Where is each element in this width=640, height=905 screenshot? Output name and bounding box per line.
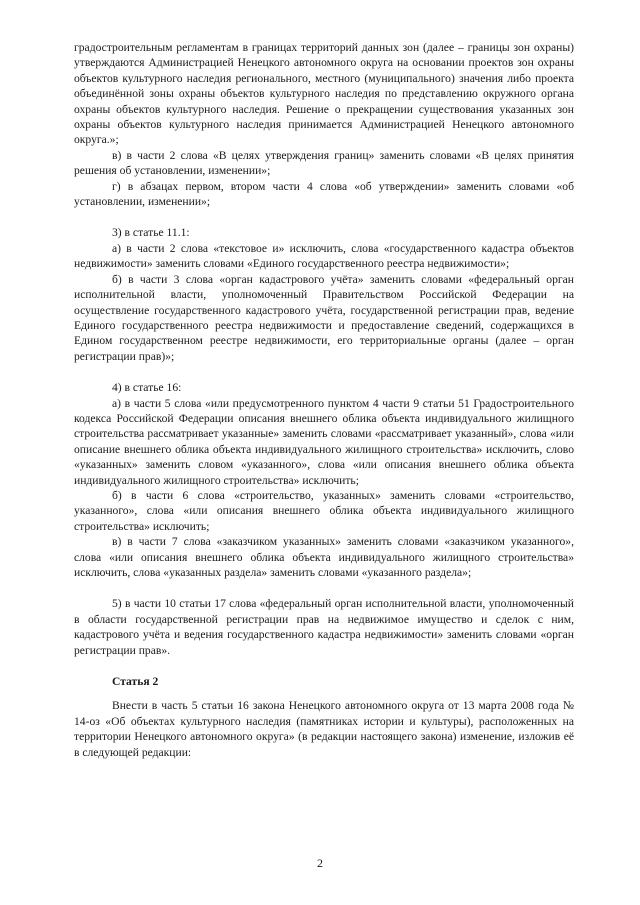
paragraph-continuation: градостроительным регламентам в границах территорий данных зон (далее – границы зон охраны) утверждаются Администрацией Ненецкого автономного округа на основании проектов зон охраны объектов культурного наследия регионального, местного (муниципального) значения либо проекта объединённой зоны охраны объектов культурного наследия по представлению окружного органа охраны объектов культурного наследия. Решение о прекращении существования указанных зон охраны объектов культурного наследия принимается Администрацией Ненецкого автономного округа.»; [74, 41, 574, 147]
spacer [74, 658, 574, 674]
paragraph-item-g: г) в абзацах первом, втором части 4 слова «об утверждении» заменить словами «об установлении, изменении»; [74, 179, 574, 209]
paragraph-point-5: 5) в части 10 статьи 17 слова «федеральный орган исполнительной власти, уполномоченный в области государственной регистрации прав на недвижимое имущество и сделок с ним, кадастрового учёта и ведения государственного кадастра недвижимости» заменить словами «орган регистрации прав». [74, 597, 574, 657]
spacer [74, 364, 574, 380]
page-number: 2 [317, 856, 323, 870]
spacer [74, 580, 574, 596]
spacer [74, 689, 574, 698]
paragraph-point-3-a: а) в части 2 слова «текстовое и» исключить, слова «государственного кадастра объектов недвижимости» заменить словами «Единого государственного реестра недвижимости»; [74, 241, 574, 271]
paragraph-item-v: в) в части 2 слова «В целях утверждения границ» заменить словами «В целях принятия решения об установлении, изменении»; [74, 148, 574, 178]
document-body [74, 40, 574, 760]
paragraph-point-3-b: б) в части 3 слова «орган кадастрового учёта» заменить словами «федеральный орган исполнительной власти, уполномоченный Правительством Российской Федерации на осуществление государственного кадастрового учёта, государственной регистрации прав, ведение Единого государственного реестра недвижимости и предоставление сведений, содержащихся в Едином государственном реестре недвижимости, его территориальные органы (далее – орган регистрации прав)»; [74, 272, 574, 363]
paragraph-point-4: 4) в статье 16: [112, 381, 182, 395]
spacer [74, 209, 574, 225]
paragraph-point-4-a: а) в части 5 слова «или предусмотренного пунктом 4 части 9 статьи 51 Градостроительного кодекса Российской Федерации описания внешнего облика объекта индивидуального жилищного строительства рассматривает указанные» заменить словами «рассматривает указанный», слова «или описание внешнего облика объекта индивидуального жилищного строительства» исключить, слово «указанных» заменить словом «указанного», слова «или описания внешнего облика объекта индивидуального жилищного строительства» исключить; [74, 396, 574, 487]
article-heading: Статья 2 [112, 675, 159, 689]
paragraph-point-4-b: б) в части 6 слова «строительство, указанных» заменить словами «строительство, указанного», слова «или описания внешнего облика объекта индивидуального жилищного строительства» исключить; [74, 488, 574, 533]
paragraph-point-3: 3) в статье 11.1: [112, 226, 190, 240]
paragraph-article-2: Внести в часть 5 статьи 16 закона Ненецкого автономного округа от 13 марта 2008 года № 14-оз «Об объектах культурного наследия (памятниках истории и культуры), расположенных на территории Ненецкого автономного округа» (в редакции настоящего закона) изменение, изложив её в следующей редакции: [74, 699, 574, 759]
paragraph-point-4-v: в) в части 7 слова «заказчиком указанных» заменить словами «заказчиком указанного», слова «или описания внешнего облика объекта индивидуального жилищного строительства» исключить, слова «указанных раздела» заменить словами «указанного раздела»; [74, 535, 574, 579]
